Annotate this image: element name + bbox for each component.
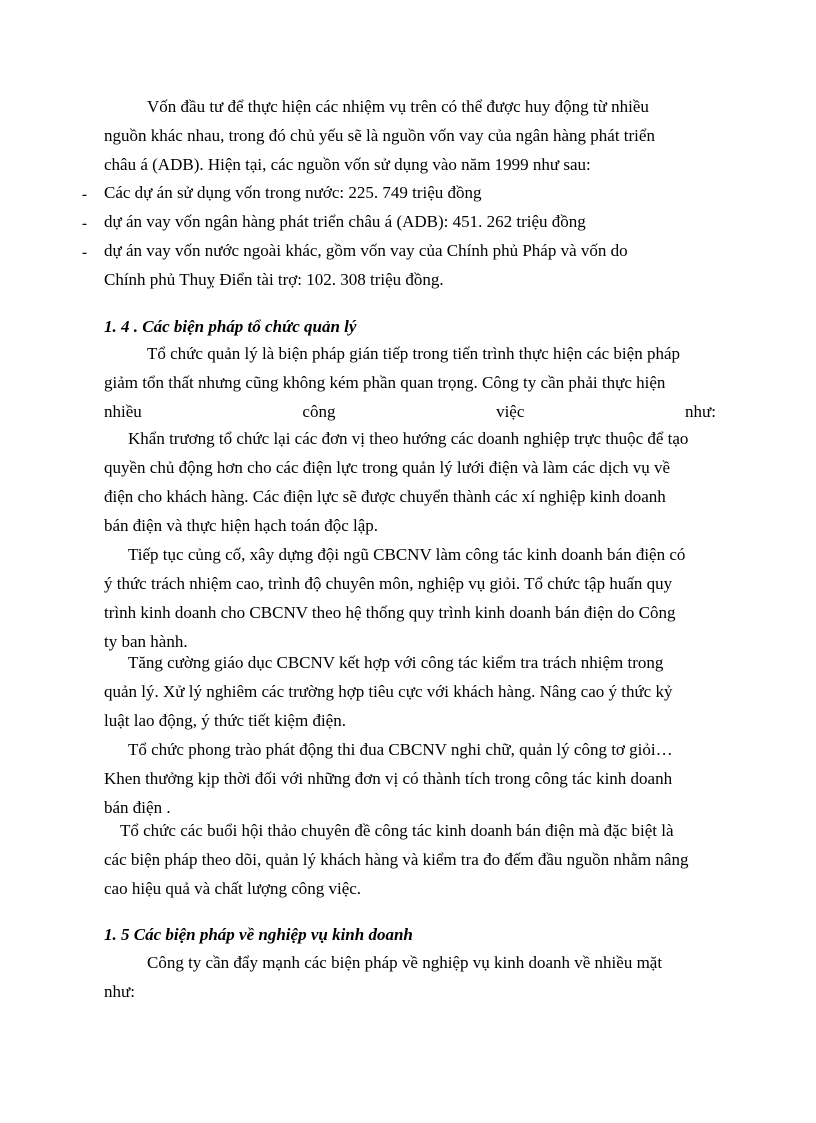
paragraph-line: các biện pháp theo dõi, quản lý khách hàng và kiểm tra đo đếm đầu nguồn nhằm nâng: [104, 850, 689, 869]
bullet-item: Chính phủ Thuỵ Điển tài trợ: 102. 308 triệu đồng.: [104, 270, 444, 289]
paragraph-line: Tiếp tục củng cố, xây dựng đội ngũ CBCNV làm công tác kinh doanh bán điện có: [128, 545, 686, 564]
paragraph-line: Tổ chức các buổi hội thảo chuyên đề công tác kinh doanh bán điện mà đặc biệt là: [120, 821, 674, 840]
paragraph-line: Tổ chức quản lý là biện pháp gián tiếp trong tiến trình thực hiện các biện pháp: [147, 344, 680, 363]
paragraph-line: như:: [104, 982, 135, 1001]
section-heading: 1. 4 . Các biện pháp tổ chức quản lý: [104, 317, 357, 336]
paragraph-line: quản lý. Xử lý nghiêm các trường hợp tiêu cực với khách hàng. Nâng cao ý thức kỷ: [104, 682, 673, 701]
paragraph-line: Vốn đầu tư để thực hiện các nhiệm vụ trên có thể được huy động từ nhiều: [147, 97, 649, 116]
paragraph-line: Tổ chức phong trào phát động thi đua CBCNV nghi chữ, quản lý công tơ giỏi…: [128, 740, 673, 759]
bullet-item: dự án vay vốn ngân hàng phát triển châu á (ADB): 451. 262 triệu đồng: [104, 212, 586, 231]
paragraph-line: Công ty cần đẩy mạnh các biện pháp về nghiệp vụ kinh doanh về nhiều mặt: [147, 953, 663, 972]
word: việc: [496, 402, 525, 421]
word: nhiều: [104, 402, 142, 421]
bullet-marker: -: [82, 187, 87, 203]
paragraph-line: trình kinh doanh cho CBCNV theo hệ thống quy trình kinh doanh bán điện do Công: [104, 603, 676, 622]
bullet-marker: -: [82, 245, 87, 261]
word: công: [302, 402, 336, 421]
paragraph-line: nguồn khác nhau, trong đó chủ yếu sẽ là nguồn vốn vay của ngân hàng phát triển: [104, 126, 655, 145]
paragraph-line: ty ban hành.: [104, 632, 188, 651]
paragraph-line: ý thức trách nhiệm cao, trình độ chuyên môn, nghiệp vụ giỏi. Tổ chức tập huấn quy: [104, 574, 673, 593]
paragraph-line: quyền chủ động hơn cho các điện lực trong quản lý lưới điện và làm các dịch vụ về: [104, 458, 671, 477]
paragraph-line: Khẩn trương tổ chức lại các đơn vị theo hướng các doanh nghiệp trực thuộc để tạo: [128, 429, 689, 448]
paragraph-line: bán điện và thực hiện hạch toán độc lập.: [104, 516, 379, 535]
bullet-item: Các dự án sử dụng vốn trong nước: 225. 749 triệu đồng: [104, 183, 482, 202]
bullet-item: dự án vay vốn nước ngoài khác, gồm vốn vay của Chính phủ Pháp và vốn do: [104, 241, 628, 260]
bullet-marker: -: [82, 216, 87, 232]
word: như:: [685, 402, 716, 421]
paragraph-line: cao hiệu quả và chất lượng công việc.: [104, 879, 362, 898]
section-heading: 1. 5 Các biện pháp về nghiệp vụ kinh doanh: [104, 925, 413, 944]
paragraph-line: luật lao động, ý thức tiết kiệm điện.: [104, 711, 346, 730]
paragraph-line: bán điện .: [104, 798, 171, 817]
paragraph-line: giảm tổn thất nhưng cũng không kém phần quan trọng. Công ty cần phải thực hiện: [104, 373, 666, 392]
paragraph-line: Tăng cường giáo dục CBCNV kết hợp với công tác kiểm tra trách nhiệm trong: [128, 653, 664, 672]
justified-line: [104, 397, 716, 426]
paragraph-line: châu á (ADB). Hiện tại, các nguồn vốn sử dụng vào năm 1999 như sau:: [104, 155, 591, 174]
paragraph-line: Khen thưởng kịp thời đối với những đơn vị có thành tích trong công tác kinh doanh: [104, 769, 673, 788]
paragraph-line: điện cho khách hàng. Các điện lực sẽ được chuyển thành các xí nghiệp kinh doanh: [104, 487, 666, 506]
